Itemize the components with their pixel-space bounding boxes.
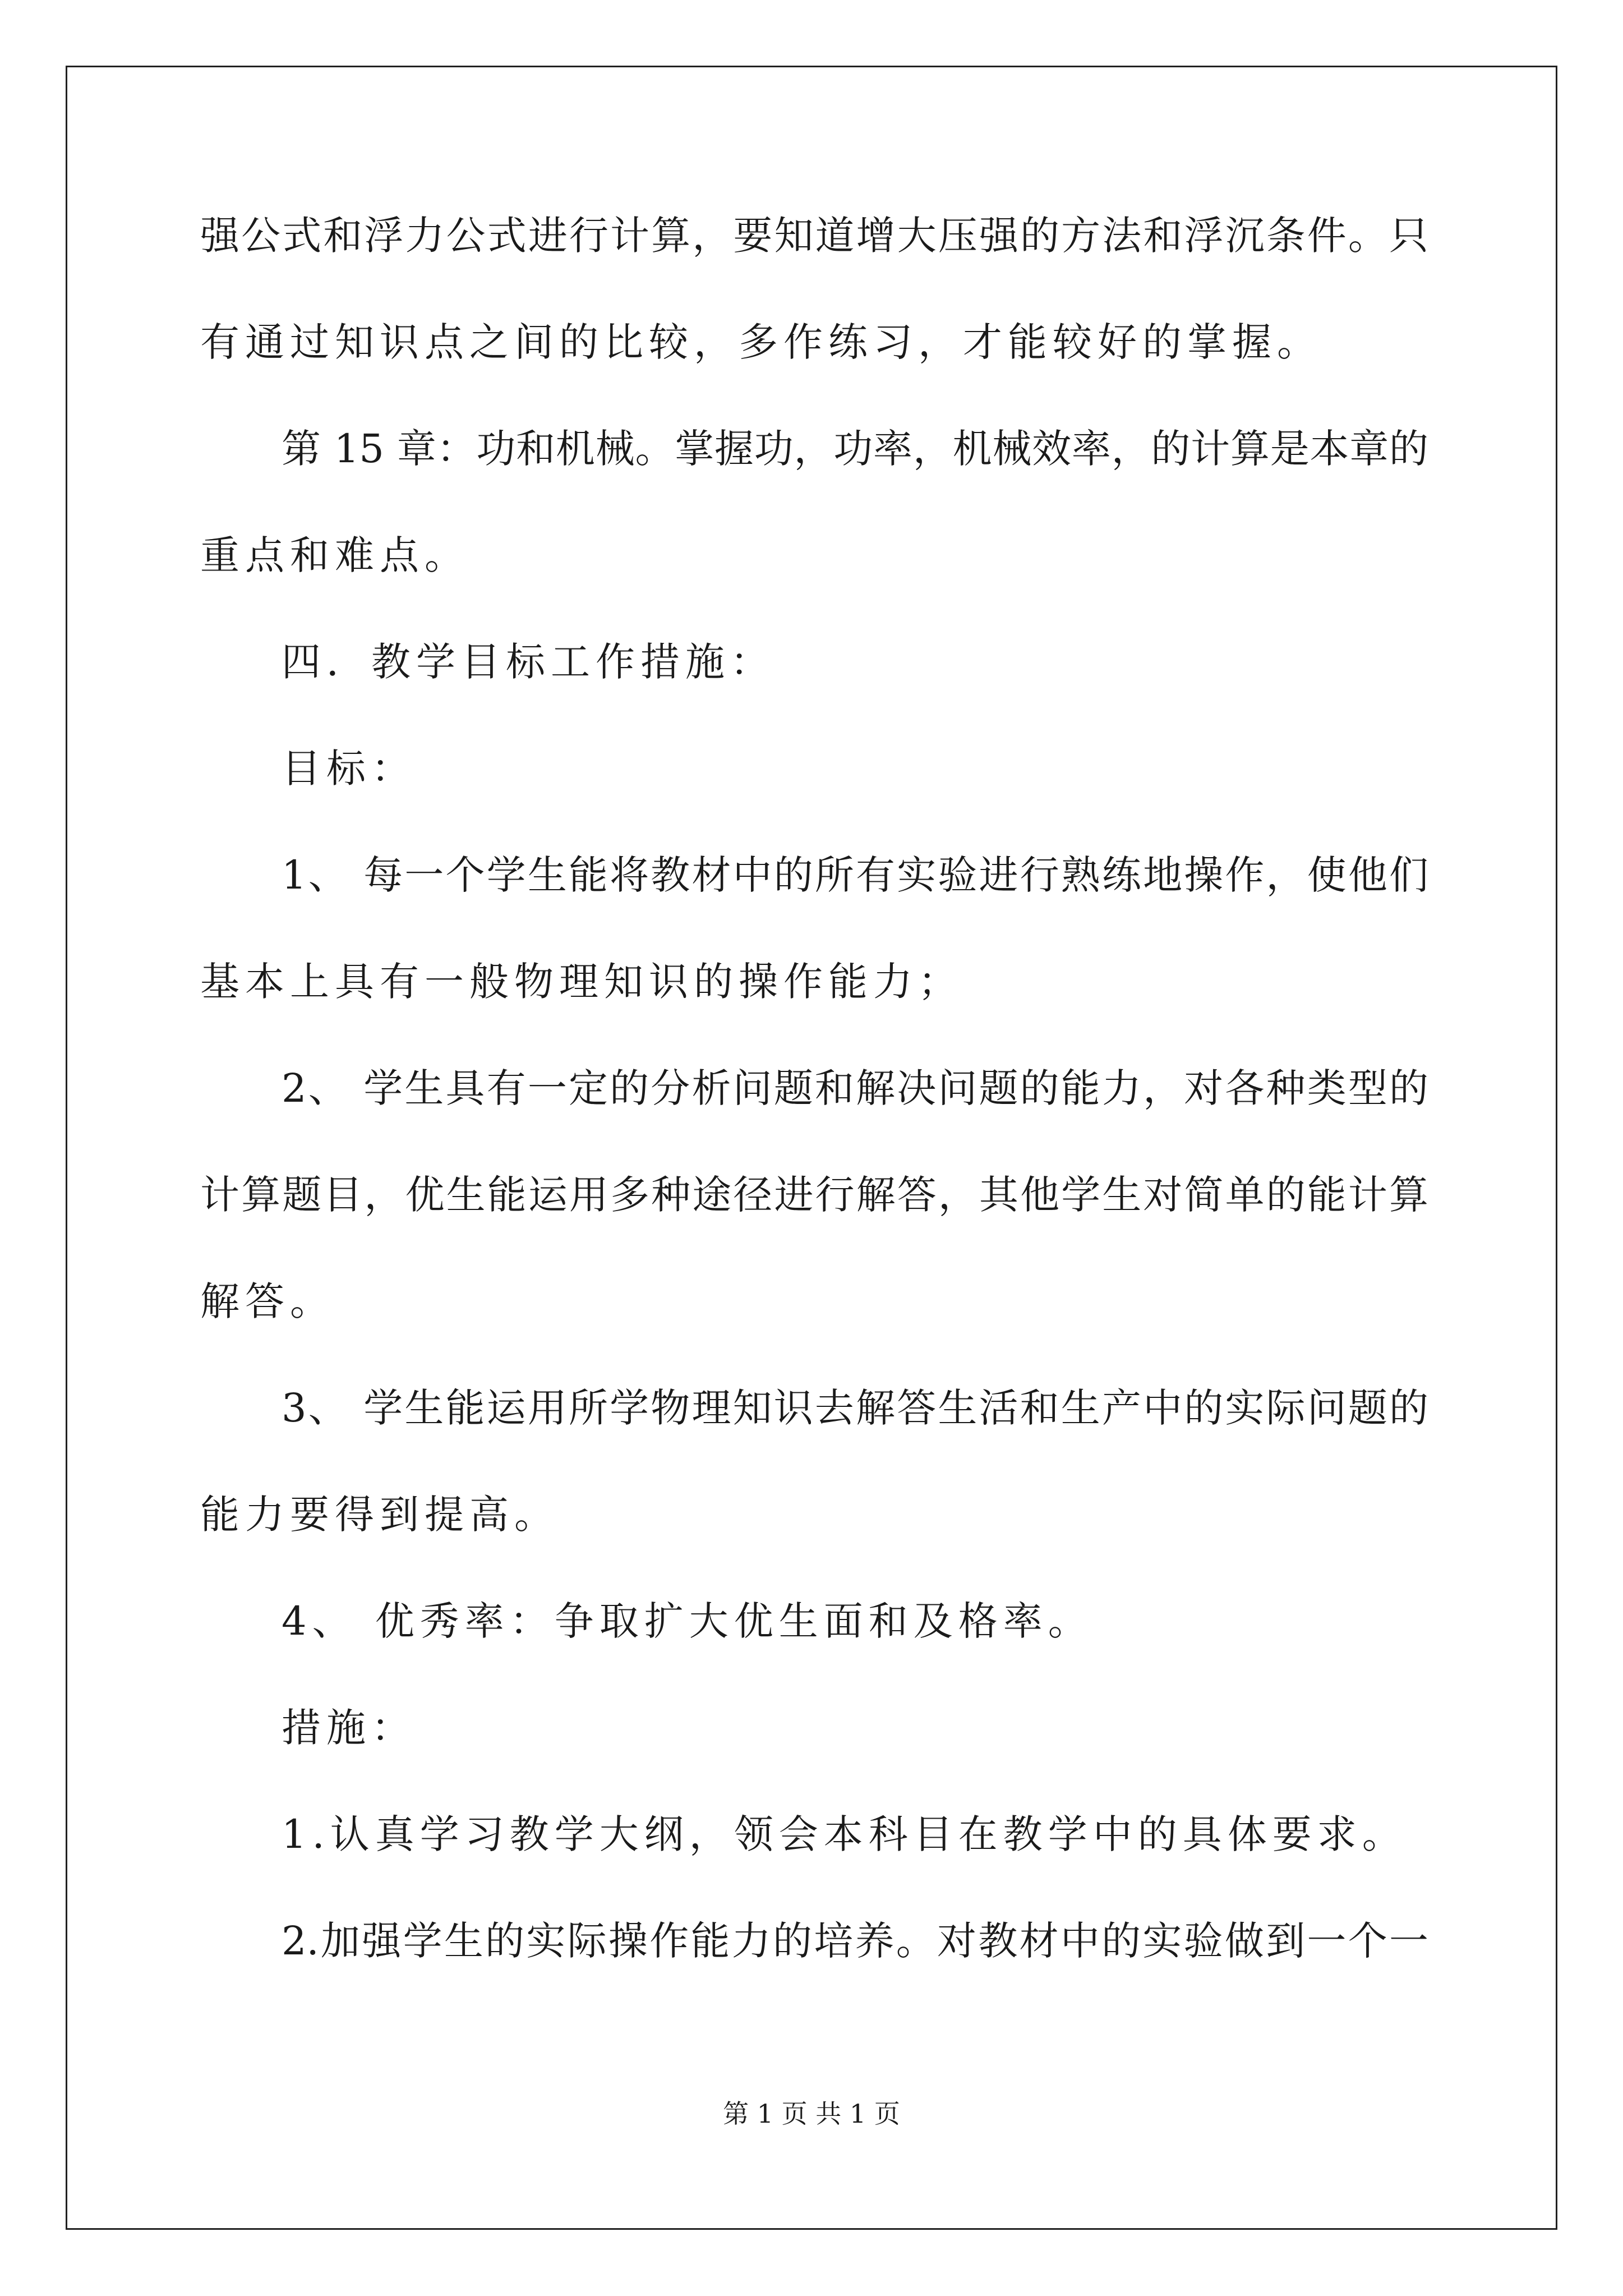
subheading-measures: 措施： (282, 1705, 416, 1751)
page-border (66, 66, 1557, 2230)
section-heading: 四．教学目标工作措施： (282, 639, 775, 685)
text-line-3: 第 15 章：功和机械。掌握功，功率，机械效率，的计算是本章的 (282, 426, 1428, 472)
goal-item-4: 4、 优秀率：争取扩大优生面和及格率。 (282, 1598, 1093, 1644)
measure-item-2: 2.加强学生的实际操作能力的培养。对教材中的实验做到一个一 (282, 1918, 1428, 1964)
goal-item-1-cont: 基本上具有一般物理知识的操作能力； (200, 959, 963, 1005)
text-line-4: 重点和难点。 (200, 532, 469, 578)
page-footer: 第 1 页 共 1 页 (723, 2099, 900, 2129)
goal-item-2: 2、 学生具有一定的分析问题和解决问题的能力，对各种类型的 (282, 1065, 1428, 1111)
subheading-goals: 目标： (282, 746, 416, 792)
text-line-1: 强公式和浮力公式进行计算，要知道增大压强的方法和浮沉条件。只 (200, 213, 1428, 259)
goal-item-2-end: 解答。 (200, 1278, 335, 1324)
goal-item-3-cont: 能力要得到提高。 (200, 1492, 559, 1538)
measure-item-1: 1.认真学习教学大纲，领会本科目在教学中的具体要求。 (282, 1811, 1407, 1857)
goal-item-2-cont: 计算题目，优生能运用多种途径进行解答，其他学生对简单的能计算 (200, 1172, 1428, 1218)
goal-item-3: 3、 学生能运用所学物理知识去解答生活和生产中的实际问题的 (282, 1385, 1428, 1431)
text-line-2: 有通过知识点之间的比较，多作练习，才能较好的掌握。 (200, 319, 1322, 365)
goal-item-1: 1、 每一个学生能将教材中的所有实验进行熟练地操作，使他们 (282, 852, 1428, 898)
